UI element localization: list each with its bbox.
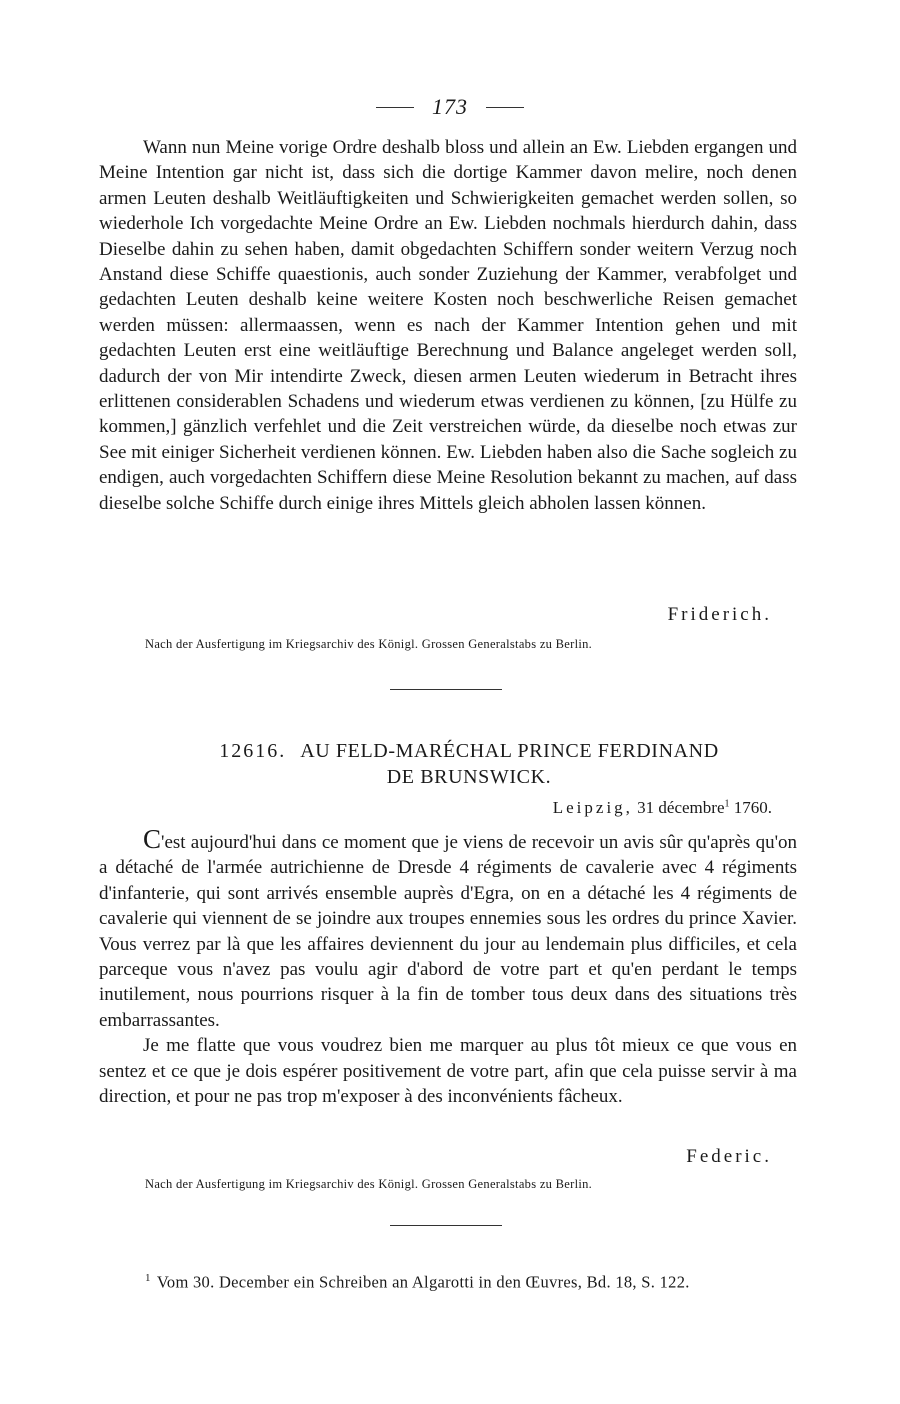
- dateline-year: 1760.: [733, 798, 772, 817]
- german-letter-paragraph: Wann nun Meine vorige Ordre deshalb bloss und allein an Ew. Liebden ergangen und Meine Intention gar nicht ist, dass sich die dortige Kammer davon melire, noch denen armen Leuten deshalb Weitläuftigkeiten und Schwierigkeiten gemachet werden sollen, so wiederhole Ich vorgedachte Meine Ordre an Ew. Liebden nochmals hierdurch dahin, dass Dieselbe dahin zu sehen haben, damit obgedachten Schiffern sonder weitern Verzug noch Anstand diese Schiffe quaestionis, auch sonder Zuziehung der Kammer, verabfolget und gedachten Leuten deshalb keine weitere Kosten noch beschwerliche Reisen gemachet werden müssen: allermaassen, wenn es nach der Kammer Intention gehen und mit gedachten Leuten erst eine weitläuftige Berechnung und Balance angeleget werden soll, dadurch der von Mir intendirte Zweck, diesen armen Leuten wiederum in Betracht ihres erlittenen considerablen Schadens und wiederum etwas verdienen zu können, [zu Hülfe zu kommen,] gänzlich verfehlet und die Zeit verstreichen würde, da dieselbe noch etwas zur See mit einiger Sicherheit verdienen können. Ew. Liebden haben also die Sache sogleich zu endigen, auch vorgedachten Schiffern diese Meine Resolution bekannt zu machen, auf dass dieselbe solche Schiffe durch einige ihres Mittels gleich abholen lassen können.: [99, 137, 797, 514]
- letter-heading-line1: [99, 738, 839, 764]
- french-letter-source-note: Nach der Ausfertigung im Kriegsarchiv des Königl. Grossen Generalstabs zu Berlin.: [145, 1177, 593, 1191]
- footnote-text: Vom 30. December ein Schreiben an Algarotti in den Œuvres, Bd. 18, S. 122.: [156, 1272, 690, 1292]
- header-rule-left: [376, 107, 414, 108]
- french-letter-paragraph-1: [99, 826, 797, 1033]
- section-divider: [390, 689, 502, 690]
- french-letter-paragraph-2: Je me flatte que vous voudrez bien me marquer au plus tôt mieux ce que vous en sentez et ce que je dois espérer positivement de votre part, afin que cela puisse servir à ma direction, et pour ne pas trop m'exposer à des inconvénients fâcheux.: [99, 1035, 797, 1108]
- drop-cap: C: [143, 824, 162, 854]
- french-letter-body: [99, 826, 797, 1109]
- dateline: [553, 798, 772, 818]
- footnote: [145, 1272, 690, 1293]
- french-letter-signature: Federic.: [686, 1146, 772, 1167]
- footnote-divider: [390, 1225, 502, 1226]
- dateline-date: 31 décembre: [637, 798, 725, 817]
- letter-title-line1: AU FELD-MARÉCHAL PRINCE FERDINAND: [300, 740, 719, 762]
- page-number: 173: [432, 94, 468, 119]
- header-rule-right: [486, 107, 524, 108]
- german-letter-signature: Friderich.: [667, 604, 772, 625]
- german-letter-source-note: Nach der Ausfertigung im Kriegsarchiv des Königl. Grossen Generalstabs zu Berlin.: [145, 637, 593, 651]
- german-letter-body: [99, 135, 797, 516]
- letter-number: 12616.: [219, 740, 287, 762]
- letter-heading: [99, 738, 839, 790]
- dateline-footnote-ref: 1: [724, 798, 730, 810]
- french-letter-paragraph-1-text: 'est aujourd'hui dans ce moment que je viens de recevoir un avis sûr qu'après qu'on a détaché de l'armée autrichienne de Dresde 4 régiments de cavalerie avec 4 régiments d'infanterie, qui sont arrivés ensemble auprès d'Egra, on en a détaché les 4 régiments de cavalerie qui viennent de se joindre aux troupes ennemies sous les ordres du prince Xavier. Vous verrez par là que les affaires deviennent du jour au lendemain plus difficiles, et cela parceque vous n'avez pas voulu agir d'abord de votre part et qu'en perdant le temps inutilement, nous pourrions risquer à la fin de tomber tous deux dans des situations très embarrassantes.: [99, 832, 797, 1031]
- dateline-place: Leipzig,: [552, 798, 633, 817]
- footnote-mark: 1: [145, 1272, 151, 1284]
- page-header: [0, 92, 900, 122]
- letter-title-line2: DE BRUNSWICK.: [386, 766, 552, 788]
